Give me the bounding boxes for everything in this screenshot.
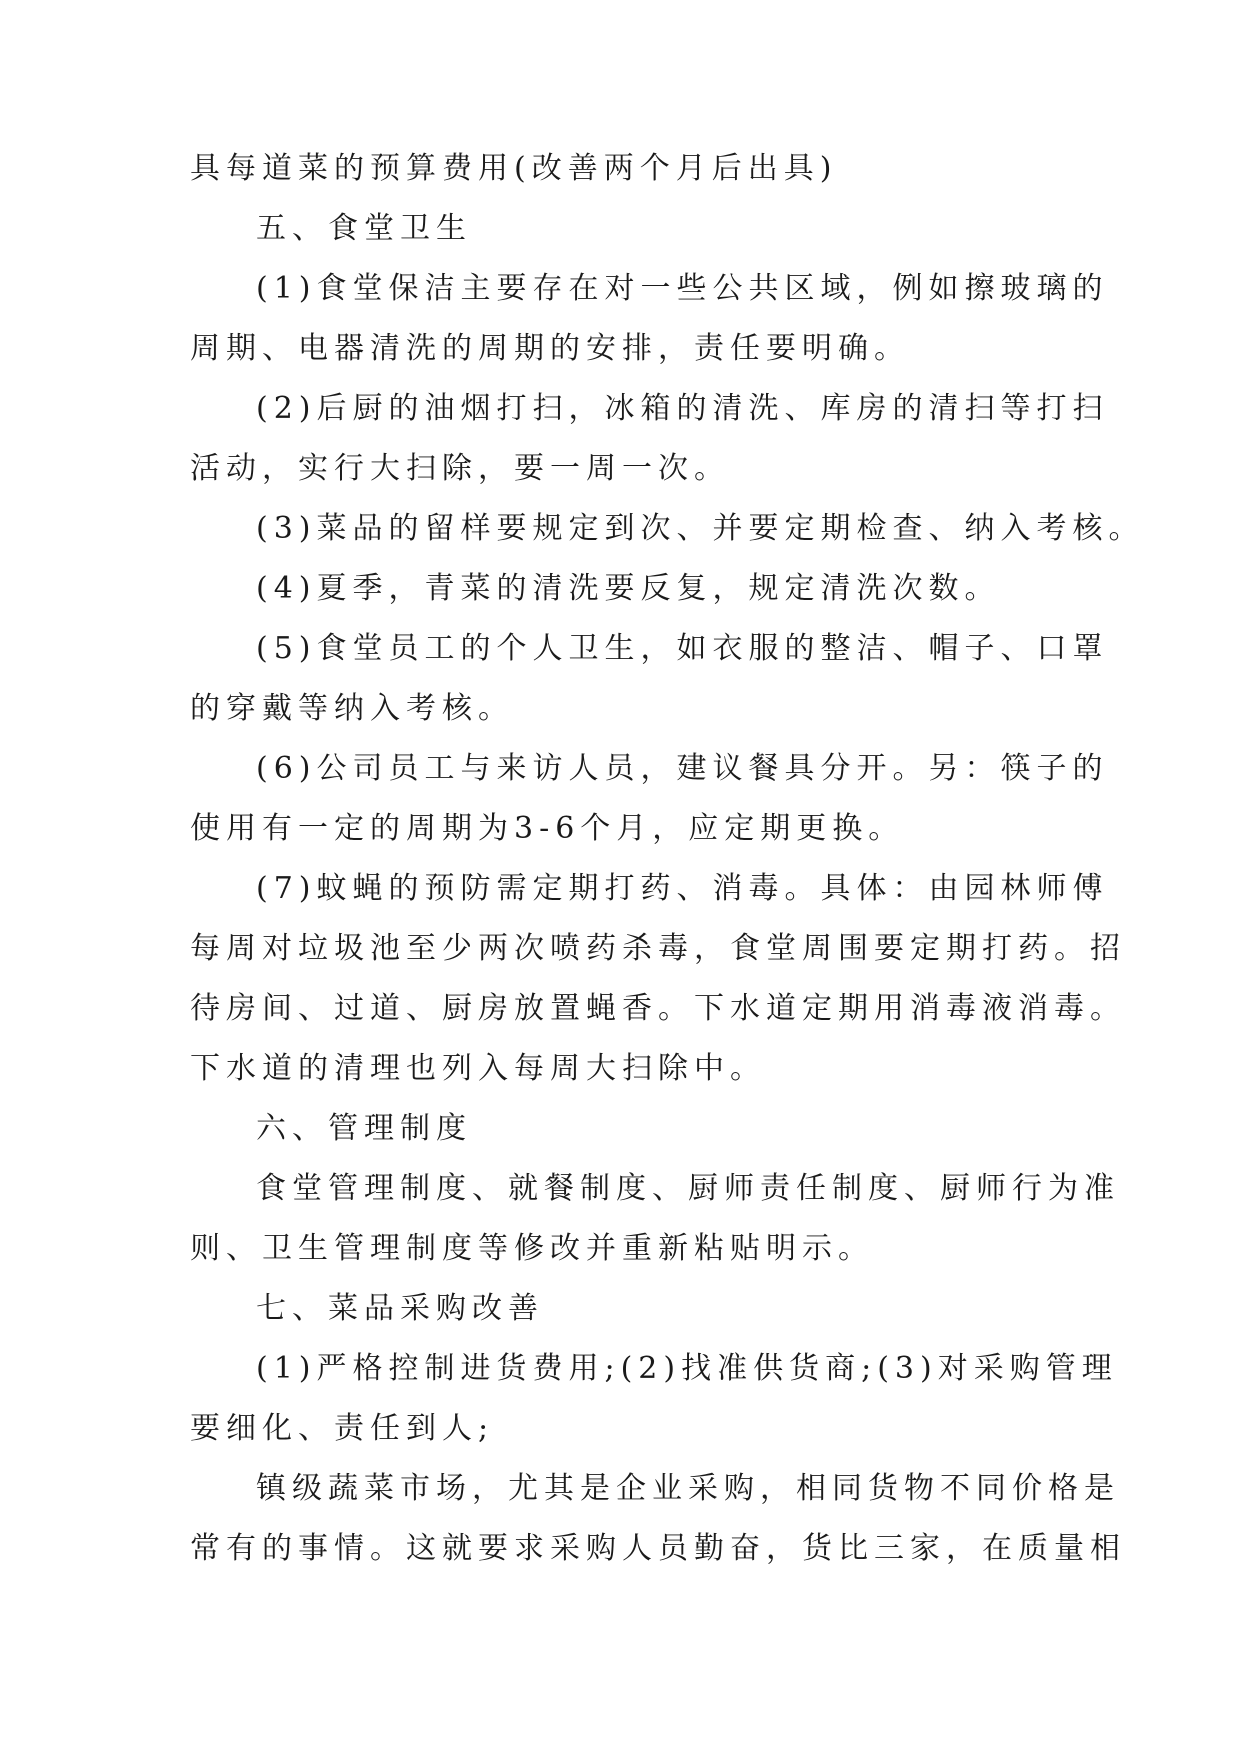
- text-line: 活动，实行大扫除，要一周一次。: [190, 451, 730, 486]
- text-line: (3)菜品的留样要规定到次、并要定期检查、纳入考核。: [256, 511, 1145, 546]
- text-line: 要细化、责任到人;: [190, 1411, 495, 1446]
- text-line: 每周对垃圾池至少两次喷药杀毒，食堂周围要定期打药。招: [190, 931, 1126, 966]
- section-heading: 七、菜品采购改善: [256, 1291, 544, 1326]
- text-line: (1)严格控制进货费用;(2)找准供货商;(3)对采购管理: [256, 1351, 1118, 1386]
- section-heading: 五、食堂卫生: [256, 211, 472, 246]
- text-line: 的穿戴等纳入考核。: [190, 691, 514, 726]
- text-line: (4)夏季，青菜的清洗要反复，规定清洗次数。: [256, 571, 1001, 606]
- text-line: (2)后厨的油烟打扫，冰箱的清洗、库房的清扫等打扫: [256, 391, 1109, 426]
- text-line: (1)食堂保洁主要存在对一些公共区域，例如擦玻璃的: [256, 271, 1109, 306]
- text-line: (7)蚊蝇的预防需定期打药、消毒。具体：由园林师傅: [256, 871, 1109, 906]
- text-line: (6)公司员工与来访人员，建议餐具分开。另：筷子的: [256, 751, 1109, 786]
- text-line: 具每道菜的预算费用(改善两个月后出具): [190, 151, 838, 186]
- section-heading: 六、管理制度: [256, 1111, 472, 1146]
- text-line: 食堂管理制度、就餐制度、厨师责任制度、厨师行为准: [256, 1171, 1120, 1206]
- text-line: 使用有一定的周期为3-6个月，应定期更换。: [190, 811, 905, 846]
- text-line: 常有的事情。这就要求采购人员勤奋，货比三家，在质量相: [190, 1531, 1126, 1566]
- text-line: (5)食堂员工的个人卫生，如衣服的整洁、帽子、口罩: [256, 631, 1109, 666]
- text-line: 下水道的清理也列入每周大扫除中。: [190, 1051, 766, 1086]
- text-line: 则、卫生管理制度等修改并重新粘贴明示。: [190, 1231, 874, 1266]
- text-line: 待房间、过道、厨房放置蝇香。下水道定期用消毒液消毒。: [190, 991, 1126, 1026]
- text-line: 镇级蔬菜市场，尤其是企业采购，相同货物不同价格是: [256, 1471, 1120, 1506]
- text-line: 周期、电器清洗的周期的安排，责任要明确。: [190, 331, 910, 366]
